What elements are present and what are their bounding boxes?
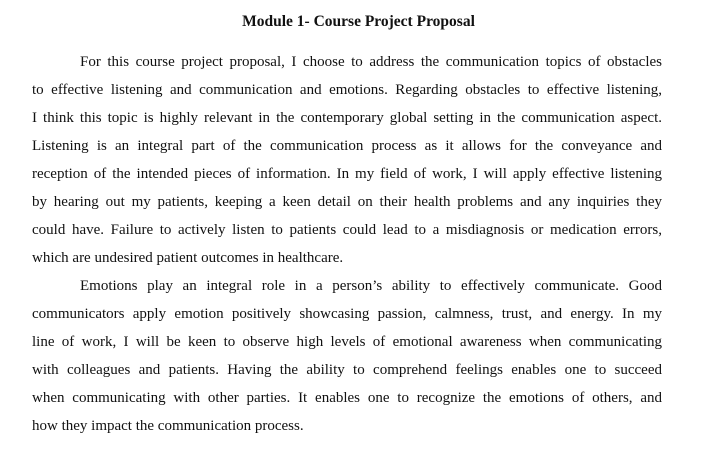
document-title: Module 1- Course Project Proposal bbox=[242, 13, 475, 30]
text-line: could have. Failure to actively listen to patients could lead to a misdiagnosis or medication errors, bbox=[32, 222, 662, 238]
text-line: which are undesired patient outcomes in healthcare. bbox=[32, 250, 344, 266]
text-line: communicators apply emotion positively showcasing passion, calmness, trust, and energy. In my bbox=[32, 306, 662, 322]
text-line: Listening is an integral part of the communication process as it allows for the conveyance and bbox=[32, 138, 662, 154]
text-line: line of work, I will be keen to observe high levels of emotional awareness when communicating bbox=[32, 334, 662, 350]
paragraph-emotions bbox=[32, 272, 662, 440]
text-line: with colleagues and patients. Having the ability to comprehend feelings enables one to succeed bbox=[32, 362, 662, 378]
text-line: reception of the intended pieces of information. In my field of work, I will apply effective listening bbox=[32, 166, 662, 182]
text-line: how they impact the communication process. bbox=[32, 418, 304, 434]
text-line: to effective listening and communication and emotions. Regarding obstacles to effective listening, bbox=[32, 82, 662, 98]
text-line: I think this topic is highly relevant in the contemporary global setting in the communication aspect. bbox=[32, 110, 662, 126]
text-line: Emotions play an integral role in a person’s ability to effectively communicate. Good bbox=[80, 278, 662, 294]
text-line: For this course project proposal, I choose to address the communication topics of obstacles bbox=[80, 54, 662, 70]
document-body bbox=[32, 48, 662, 440]
text-line: when communicating with other parties. It enables one to recognize the emotions of others, and bbox=[32, 390, 662, 406]
text-line: by hearing out my patients, keeping a keen detail on their health problems and any inquiries they bbox=[32, 194, 662, 210]
paragraph-listening bbox=[32, 48, 662, 272]
